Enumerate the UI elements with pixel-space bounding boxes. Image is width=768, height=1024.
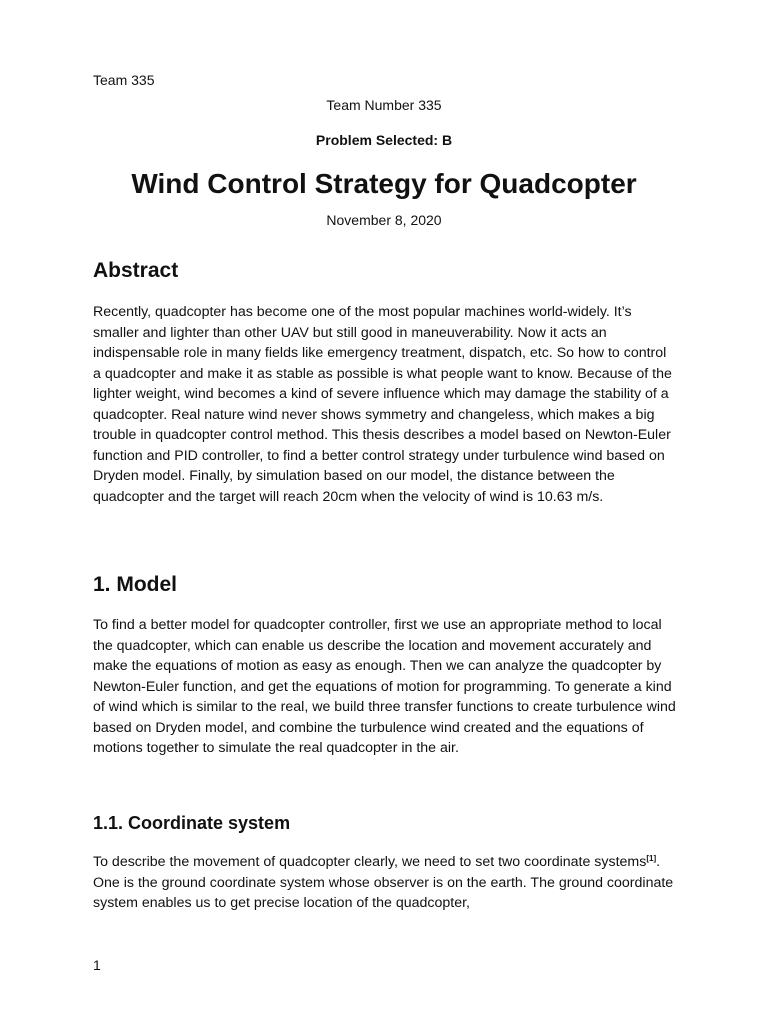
paper-title: Wind Control Strategy for Quadcopter	[131, 168, 637, 199]
problem-selected: Problem Selected: B	[315, 132, 453, 148]
page-number: 1	[93, 957, 101, 973]
abstract-text: Recently, quadcopter has become one of the most popular machines world-widely. It’s smaller and lighter than other UAV but still good in maneuverability. Now it acts an indispensable role in many fields like emergency treatment, dispatch, etc. So how to control a quadcopter and make it as stable as possible is what people want to know. Because of the lighter weight, wind becomes a kind of severe influence which may damage the stability of a quadcopter. Real nature wind never shows symmetry and changeless, which makes a big trouble in quadcopter control method. This thesis describes a model based on Newton-Euler function and PID controller, to find a better control strategy under turbulence wind based on Dryden model. Finally, by simulation based on our model, the distance between the quadcopter and the target will reach 20cm when the velocity of wind is 10.63 m/s.	[93, 304, 672, 505]
citation-ref[interactable]: [1]	[646, 854, 657, 863]
abstract-heading: Abstract	[93, 259, 179, 282]
team-number: Team Number 335	[326, 97, 442, 113]
paper-date: November 8, 2020	[326, 212, 442, 228]
coordinate-text-before-ref: To describe the movement of quadcopter clearly, we need to set two coordinate systems	[93, 854, 647, 870]
model-heading: 1. Model	[93, 573, 178, 596]
coordinate-text-after-ref: . One is the ground coordinate system whose observer is on the earth. The ground coordinate system enables us to get precise location of the quadcopter,	[93, 854, 674, 911]
model-text: To find a better model for quadcopter controller, first we use an appropriate method to local the quadcopter, which can enable us describe the location and movement accurately and make the equations of motion as easy as enough. Then we can analyze the quadcopter by Newton-Euler function, and get the equations of motion for programming. To generate a kind of wind which is similar to the real, we build three transfer functions to create turbulence wind based on Dryden model, and combine the turbulence wind created and the equations of motions together to simulate the real quadcopter in the air.	[93, 617, 676, 756]
running-header: Team 335	[93, 72, 155, 88]
coordinate-text	[93, 852, 678, 914]
coordinate-heading: 1.1. Coordinate system	[93, 813, 291, 833]
